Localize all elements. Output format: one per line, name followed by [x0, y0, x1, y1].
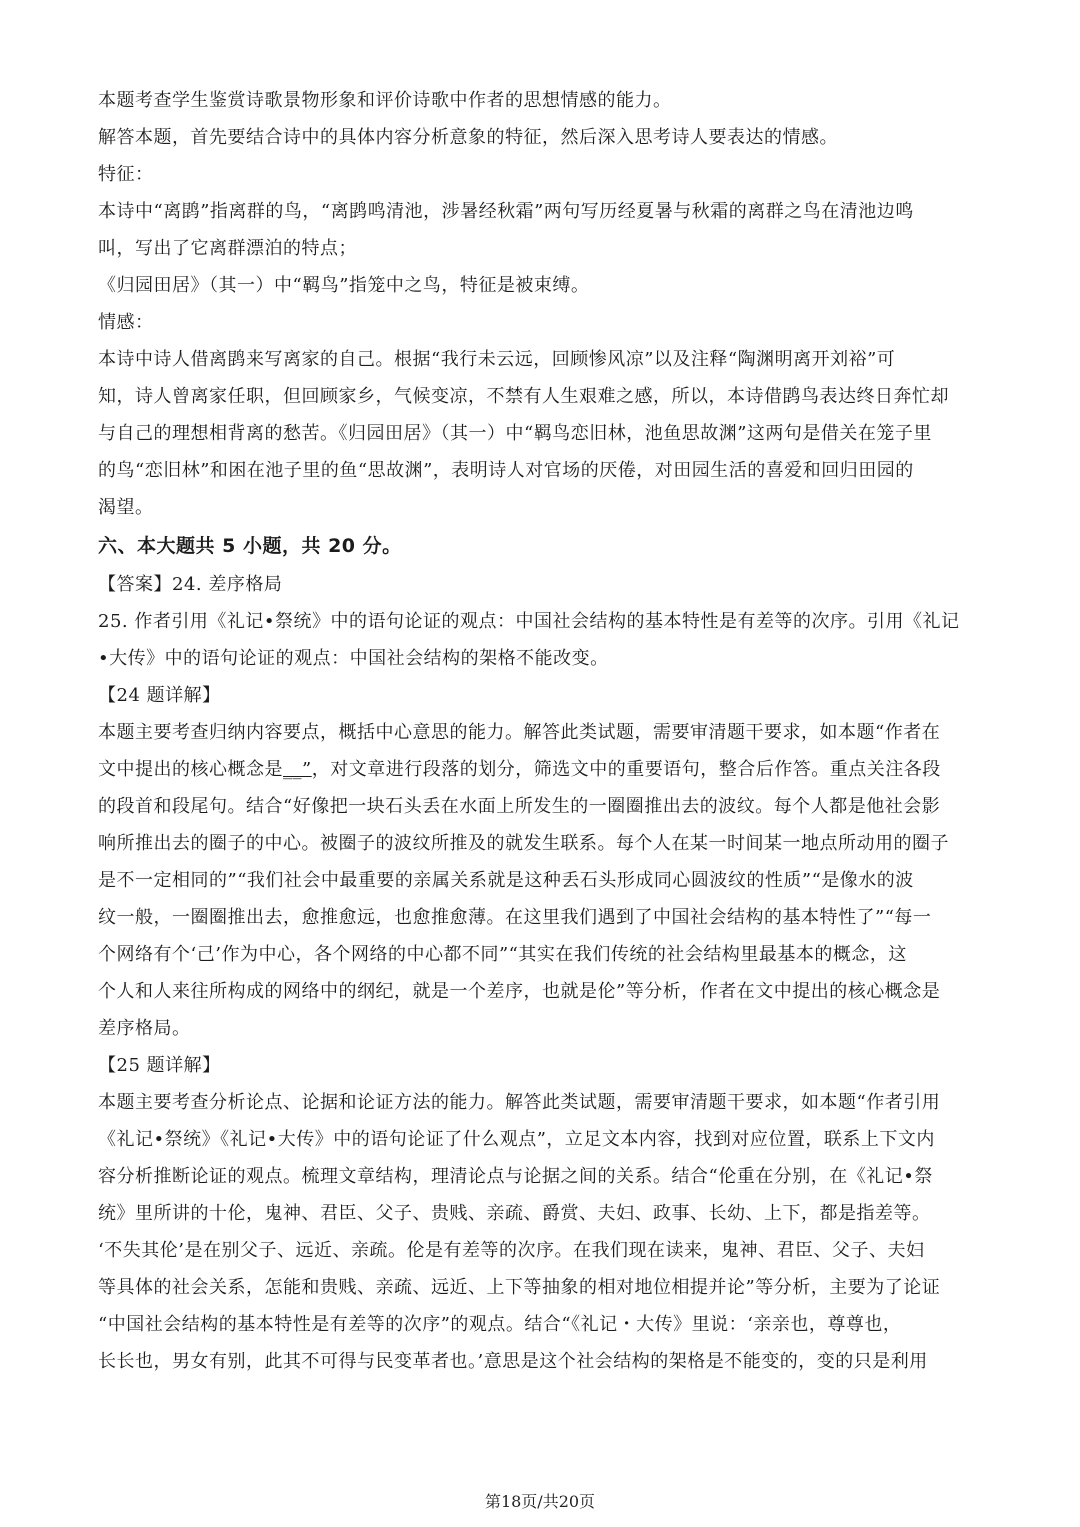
text-line: 个人和人来往所构成的网络中的纲纪，就是一个差序，也就是伦”等分析，作者在文中提出的核心概念是: [98, 981, 941, 1002]
answer-25-line: •大传》中的语句论证的观点：中国社会结构的架格不能改变。: [98, 648, 609, 669]
text-line: 是不一定相同的”“我们社会中最重要的亲属关系就是这种丢石头形成同心圆波纹的性质”“是像水的波: [98, 870, 914, 891]
text-line: 本诗中“离鹍”指离群的鸟，“离鹍鸣清池，涉暑经秋霜”两句写历经夏暑与秋霜的离群之鸟在清池边鸣: [98, 201, 914, 222]
text-line: 容分析推断论证的观点。梳理文章结构，理清论点与论据之间的关系。结合“伦重在分别，在《礼记•祭: [98, 1166, 933, 1187]
text-segment: ，对文章进行段落的划分，筛选文中的重要语句，整合后作答。重点关注各段: [311, 759, 941, 780]
detail-24-heading: 【24 题详解】: [98, 685, 221, 706]
text-line: “中国社会结构的基本特性是有差等的次序”的观点。结合“《礼记・大传》里说：‘亲亲也，尊尊也，: [98, 1314, 902, 1335]
text-line: 叫，写出了它离群漂泊的特点；: [98, 238, 357, 259]
text-line: ‘不失其伦’是在别父子、远近、亲疏。伦是有差等的次序。在我们现在读来，鬼神、君臣、父子、夫妇: [98, 1240, 925, 1261]
text-line: [98, 751, 982, 788]
text-line: 响所推出去的圈子的中心。被圈子的波纹所推及的就发生联系。每个人在某一时间某一地点所动用的圈子: [98, 833, 949, 854]
answer-25-line: 25. 作者引用《礼记•祭统》中的语句论证的观点：中国社会结构的基本特性是有差等的次序。引用《礼记: [98, 611, 960, 632]
text-line: 渴望。: [98, 497, 154, 518]
text-line: 统》里所讲的十伦，鬼神、君臣、父子、贵贱、亲疏、爵赏、夫妇、政事、长幼、上下，都是指差等。: [98, 1203, 931, 1224]
text-line: 情感：: [98, 312, 154, 333]
answer-line: 【答案】24. 差序格局: [98, 574, 283, 595]
text-line: 《礼记•祭统》《礼记•大传》中的语句论证了什么观点”，立足文本内容，找到对应位置，联系上下文内: [98, 1129, 935, 1150]
detail-25-heading: 【25 题详解】: [98, 1055, 221, 1076]
text-line: 的段首和段尾句。结合“好像把一块石头丢在水面上所发生的一圈圈推出去的波纹。每个人都是他社会影: [98, 796, 941, 817]
text-line: 个网络有个‘己’作为中心，各个网络的中心都不同”“其实在我们传统的社会结构里最基本的概念，这: [98, 944, 907, 965]
text-line: 本诗中诗人借离鹍来写离家的自己。根据“我行未云远，回顾惨风凉”以及注释“陶渊明离开刘裕”可: [98, 349, 896, 370]
text-line: 特征：: [98, 164, 154, 185]
text-line: 长长也，男女有别，此其不可得与民变革者也。’意思是这个社会结构的架格是不能变的，变的只是利用: [98, 1351, 928, 1372]
text-line: 解答本题，首先要结合诗中的具体内容分析意象的特征，然后深入思考诗人要表达的情感。: [98, 127, 838, 148]
section-heading: 六、本大题共 5 小题，共 20 分。: [98, 535, 402, 557]
text-line: 的鸟“恋旧林”和困在池子里的鱼“思故渊”，表明诗人对官场的厌倦，对田园生活的喜爱和回归田园的: [98, 460, 914, 481]
text-line: 等具体的社会关系，怎能和贵贱、亲疏、远近、上下等抽象的相对地位相提并论”等分析，主要为了论证: [98, 1277, 941, 1298]
document-body: [98, 82, 982, 1380]
text-line: 与自己的理想相背离的愁苦。《归园田居》（其一）中“羁鸟恋旧林，池鱼思故渊”这两句是借关在笼子里: [98, 423, 932, 444]
underlined-blank: __”: [283, 759, 312, 780]
text-segment: 文中提出的核心概念是: [98, 759, 283, 780]
text-line: 本题主要考查分析论点、论据和论证方法的能力。解答此类试题，需要审清题干要求，如本题“作者引用: [98, 1092, 941, 1113]
text-line: 纹一般，一圈圈推出去，愈推愈远，也愈推愈薄。在这里我们遇到了中国社会结构的基本特性了”“每一: [98, 907, 932, 928]
text-line: 差序格局。: [98, 1018, 191, 1039]
text-line: 《归园田居》（其一）中“羁鸟”指笼中之鸟，特征是被束缚。: [98, 275, 590, 296]
text-line: 本题考查学生鉴赏诗歌景物形象和评价诗歌中作者的思想情感的能力。: [98, 90, 672, 111]
text-line: 知，诗人曾离家任职，但回顾家乡，气候变凉，不禁有人生艰难之感，所以，本诗借鹍鸟表达终日奔忙却: [98, 386, 949, 407]
text-line: 本题主要考查归纳内容要点，概括中心意思的能力。解答此类试题，需要审清题干要求，如本题“作者在: [98, 722, 941, 743]
page-number: 第18页/共20页: [484, 1492, 596, 1511]
